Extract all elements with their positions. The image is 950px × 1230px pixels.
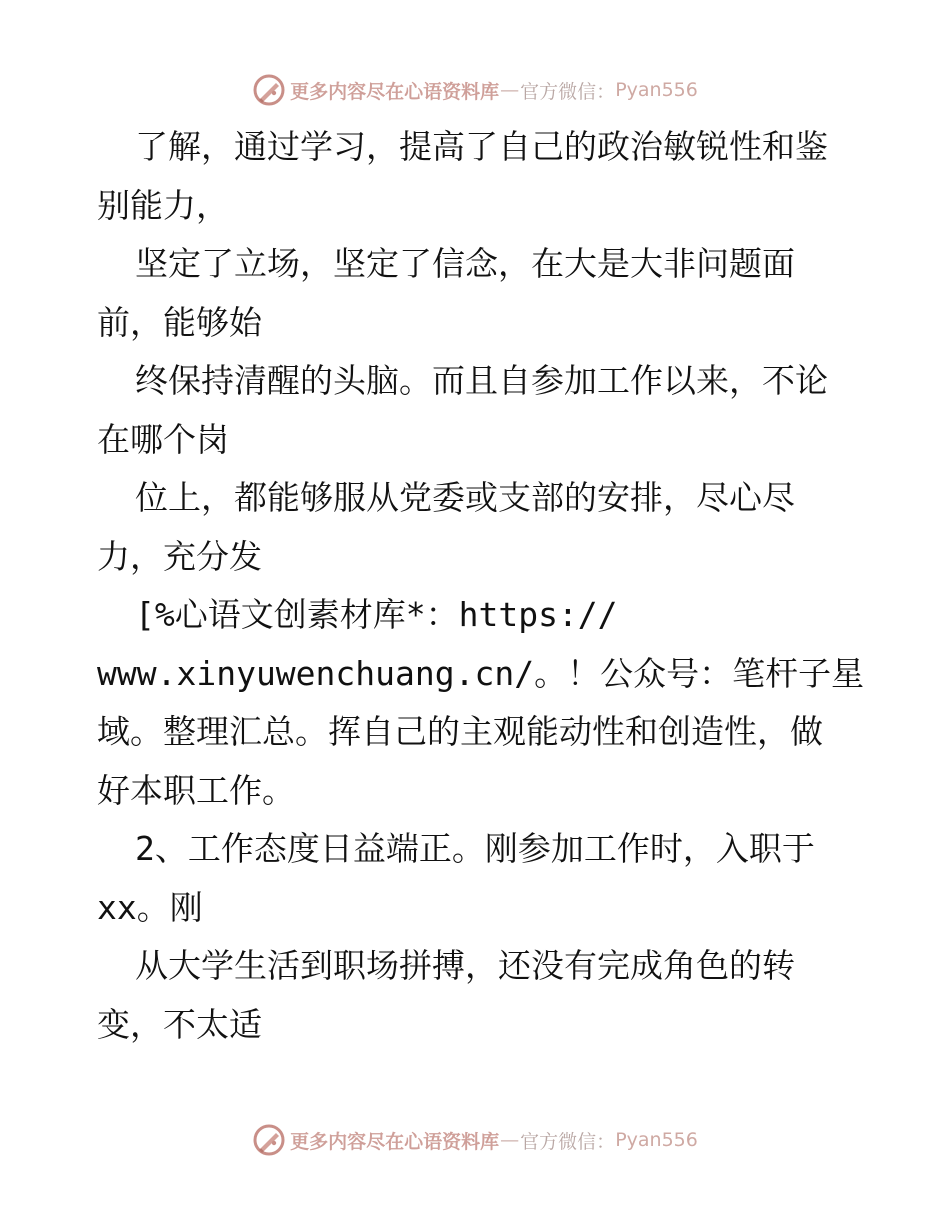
header-wechat-id: Pyan556: [615, 79, 698, 101]
text-line: 别能力，: [97, 185, 229, 225]
text-line: 位上，都能够服从党委或支部的安排，尽心尽: [135, 478, 795, 517]
text-line: 变，不太适: [97, 1004, 262, 1044]
text-line: 前，能够始: [97, 302, 262, 342]
pen-logo-icon: [252, 73, 286, 107]
text-line: 域。整理汇总。挥自己的主观能动性和创造性，做: [97, 712, 823, 751]
body-text: [97, 118, 877, 1054]
footer-site-name: 更多内容尽在心语资料库: [290, 1130, 500, 1153]
text-line: 坚定了立场，坚定了信念，在大是大非问题面: [135, 244, 795, 283]
footer-wechat-id: Pyan556: [615, 1129, 698, 1151]
header-dash: —: [500, 79, 520, 101]
text-line: www.xinyuwenchuang.cn/。！公众号：笔杆子星: [97, 653, 865, 693]
text-line: 从大学生活到职场拼搏，还没有完成角色的转: [135, 946, 795, 985]
text-line: 终保持清醒的头脑。而且自参加工作以来，不论: [135, 361, 828, 400]
text-line: 2、工作态度日益端正。刚参加工作时，入职于: [135, 829, 815, 868]
footer-watermark-banner: [0, 1118, 950, 1162]
footer-wechat-label: 官方微信：: [520, 1130, 616, 1153]
text-line: 力，充分发: [97, 536, 262, 576]
text-line: xx。刚: [97, 887, 203, 927]
header-watermark-banner: [0, 68, 950, 112]
text-line: [%心语文创素材库*：https://: [135, 595, 618, 634]
pen-logo-icon: [252, 1123, 286, 1157]
footer-dash: —: [500, 1129, 520, 1151]
header-wechat-label: 官方微信：: [520, 80, 616, 103]
text-line: 好本职工作。: [97, 770, 295, 810]
text-line: 了解，通过学习，提高了自己的政治敏锐性和鉴: [135, 127, 828, 166]
header-site-name: 更多内容尽在心语资料库: [290, 80, 500, 103]
text-line: 在哪个岗: [97, 419, 229, 459]
